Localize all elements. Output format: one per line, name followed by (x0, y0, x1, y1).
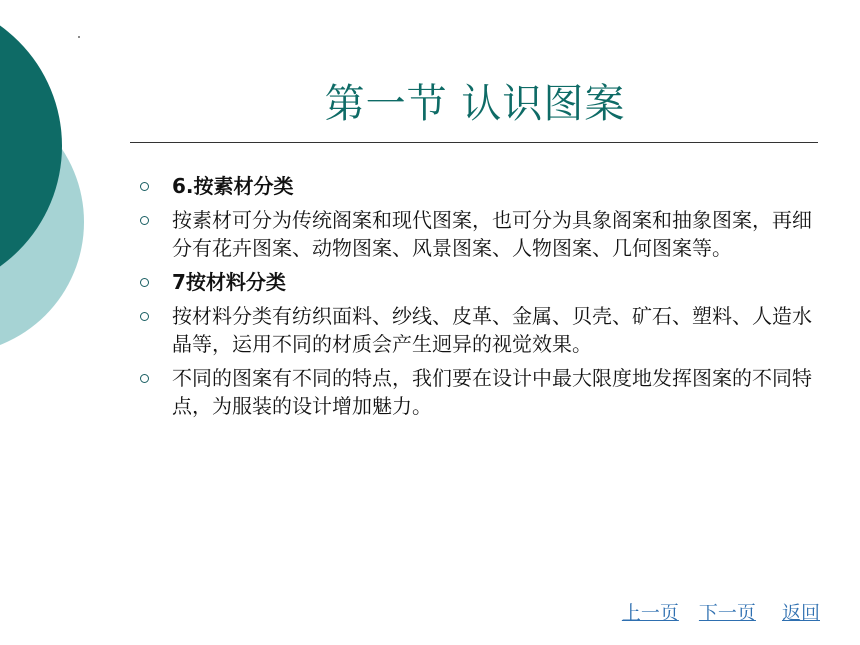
bullet-item-material-description (136, 206, 816, 262)
title-divider (130, 142, 818, 143)
decorative-circles (0, 0, 120, 360)
bullet-item-fabric-description (136, 302, 816, 358)
next-page-link[interactable]: 下一页 (698, 602, 756, 624)
bullet-circle-icon (140, 278, 149, 287)
prev-page-link[interactable]: 上一页 (621, 602, 679, 624)
bullet-text: 6.按素材分类 (172, 174, 294, 198)
bullet-list (136, 172, 816, 426)
slide-title: 第一节 认识图案 (324, 81, 626, 127)
bullet-circle-icon (140, 312, 149, 321)
back-link[interactable]: 返回 (781, 602, 820, 624)
slide-navigation (608, 598, 820, 625)
bullet-text: 不同的图案有不同的特点，我们要在设计中最大限度地发挥图案的不同特点，为服装的设计增加魅力。 (172, 366, 812, 418)
decorative-dot (78, 36, 80, 38)
bullet-circle-icon (140, 216, 149, 225)
bullet-text: 7按材料分类 (172, 270, 286, 294)
bullet-item-fabric-category (136, 268, 816, 296)
bullet-circle-icon (140, 374, 149, 383)
bullet-circle-icon (140, 182, 149, 191)
bullet-text: 按材料分类有纺织面料、纱线、皮革、金属、贝壳、矿石、塑料、人造水晶等，运用不同的材质会产生迥异的视觉效果。 (172, 304, 812, 356)
bullet-text: 按素材可分为传统阁案和现代图案，也可分为具象阁案和抽象图案，再细分有花卉图案、动物图案、风景图案、人物图案、几何图案等。 (172, 208, 812, 260)
bullet-item-material-category (136, 172, 816, 200)
bullet-item-summary (136, 364, 816, 420)
